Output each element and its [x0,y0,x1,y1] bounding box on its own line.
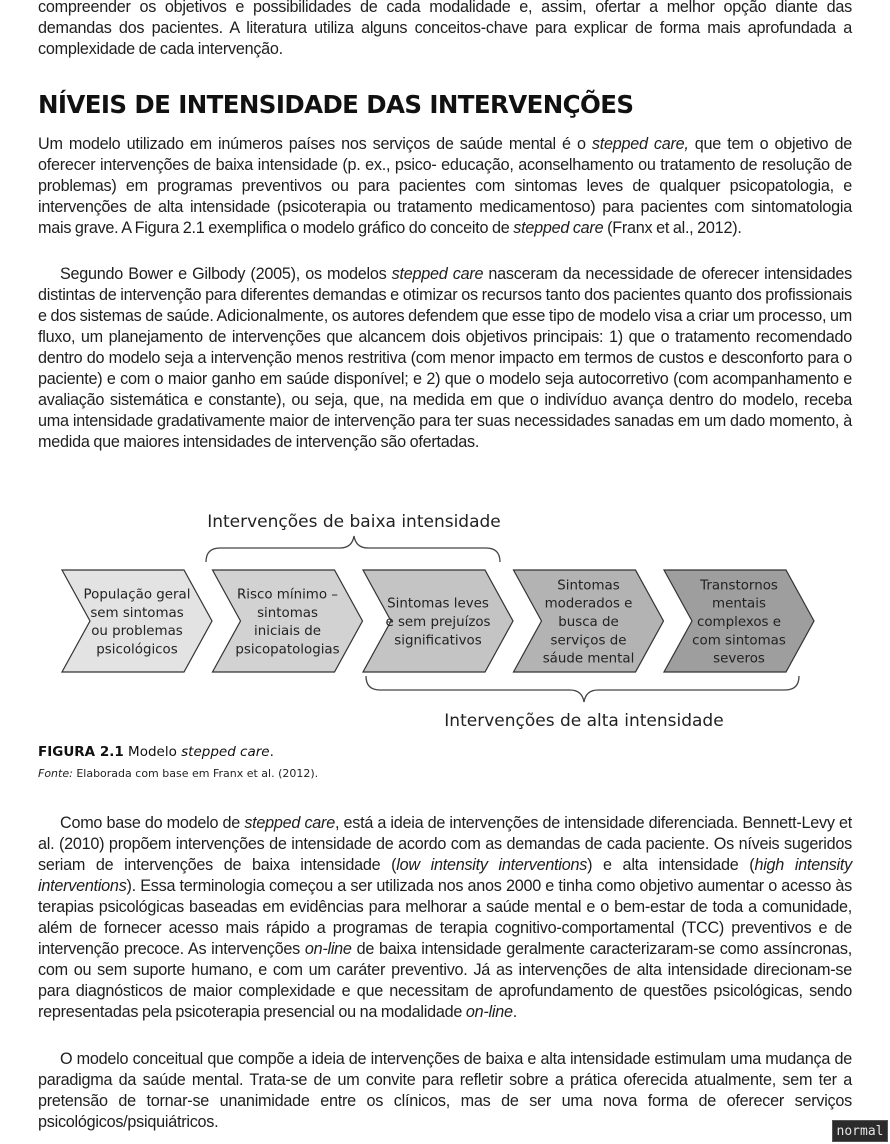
chevron-step-3-line: e sem prejuízos [385,615,491,630]
text-run: Como base do modelo de [60,814,245,832]
text-run: , está a ideia de intervenções de intensidade diferenciada. Bennett-Levy et al. (2010) propõem intervenções de intensidade de acordo com as demandas de cada paciente. Os níveis sugeridos seriam de intervenções de baixa intensidade ( [38,814,853,874]
chevron-step-4-line: serviços de [550,633,627,649]
text-run: ) e alta intensidade ( [587,856,755,874]
intro-paragraph: compreender os objetivos e possibilidades de cada modalidade e, assim, ofertar a melhor opção diante das demandas dos pacientes. A literatura utiliza alguns conceitos-chave para explicar de forma mais aprofundada a complexidade de cada intervenção. [38,0,852,58]
chevron-step-2-line: sintomas [257,605,318,621]
source-label: Fonte: [38,767,73,780]
chevron-row [62,570,814,672]
emphasis-term: stepped care [244,814,335,832]
emphasis-term: stepped care [513,219,604,237]
chevron-step-1-line: População geral [83,587,191,603]
emphasis-term: low intensity interventions [396,856,588,874]
figure-source [38,767,318,780]
text-run: nasceram da necessidade de oferecer intensidades distintas de intervenção para diferentes demandas e otimizar os recursos tanto dos pacientes quanto dos profissionais e dos sistemas de saúde. Adicionalmente, os autores defendem que esse tipo de modelo visa a criar um processo, um fluxo, um planejamento de intervenções que alcancem dois objetivos principais: 1) que o tratamento recomendado dentro do modelo seja a intervenção menos restritiva (com menor impacto em termos de custos e desconforto para o paciente) e com o maior ganho em saúde disponível; e 2) que o modelo seja autocorretivo (com acompanhamento e avaliação sistemática e constante), ou seja, que, na medida em que o indivíduo avança dentro do modelo, receba uma intensidade gradativamente maior de intervenção para ter suas necessidades sanadas em um dado momento, à medida que maiores intensidades de intervenção são ofertadas. [38,265,853,451]
high-intensity-brace [366,676,799,702]
chevron-step-1-line: sem sintomas [90,605,184,621]
chevron-step-2-line: psicopatologias [235,642,340,658]
stepped-care-diagram [0,500,890,740]
text-run: que tem o objetivo de oferecer intervenções de baixa intensidade (p. ex., psico- educação, aconselhamento ou tratamento de resolução de problemas) em programas preventivos ou para pacientes com sintomas leves de qualquer psicopatologia, e intervenções de alta intensidade (psicoterapia ou tratamento medicamentoso) para pacientes com sintomatologia mais grave. A Figura 2.1 exemplifica o modelo gráfico do conceito de [38,135,852,237]
chevron-step-1-line: ou problemas [91,624,183,640]
high-intensity-label: Intervenções de alta intensidade [444,711,724,731]
chevron-step-3-line: Sintomas leves [387,596,489,612]
paragraph-intensity-base [38,813,852,1023]
caption-text: Modelo [123,744,182,760]
vim-mode-indicator: normal [832,1120,888,1142]
emphasis-term: on-line [304,940,352,958]
chevron-step-5-line: mentais [712,596,766,612]
paragraph-conceptual-model: O modelo conceitual que compõe a ideia de intervenções de baixa e alta intensidade estimulam uma mudança de paradigma da saúde mental. Trata-se de um convite para refletir sobre a prática oferecida atualmente, sem ter a pretensão de tornar-se unanimidade entre os clínicos, mas de ser uma nova forma de oferecer serviços psicológicos/psiquiátricos. [38,1050,852,1131]
chevron-step-5-line: Transtornos [700,578,778,594]
stepped-care-figure [0,500,890,740]
text-run: (Franx et al., 2012). [603,219,742,237]
figure-number: FIGURA 2.1 [38,744,124,760]
caption-emphasis: stepped care [181,744,270,760]
emphasis-term: high intensity interventions [38,856,852,895]
chevron-step-3-line: significativos [394,633,482,649]
chevron-step-1-line: psicológicos [96,642,178,658]
text-run: Segundo Bower e Gilbody (2005), os modelos [60,265,392,283]
text-run: ). Essa terminologia começou a ser utilizada nos anos 2000 e tinha como objetivo aumentar o acesso às terapias psicológicas baseadas em evidências para melhorar a saúde mental e o bem-estar de toda a comunidade, além de fornecer acesso mais rápido a programas de terapia cognitivo-comportamental (TCC) preventivos e de intervenção precoce. As intervenções [38,877,852,958]
figure-caption [38,744,274,760]
text-run: . [512,1003,517,1021]
next-paragraph-cutoff [38,1134,852,1144]
chevron-step-4-line: sáude mental [542,651,635,667]
emphasis-term: on-line [465,1003,513,1021]
paragraph-stepped-care-definition [38,134,852,239]
chevron-step-5-line: complexos e [697,615,781,630]
source-text: Elaborada com base em Franx et al. (2012). [72,767,319,780]
chevron-step-4-line: busca de [558,615,619,630]
chevron-step-2-line: iniciais de [254,624,321,640]
text-run: Um modelo utilizado em inúmeros países nos serviços de saúde mental é o [38,135,592,153]
text-run: de baixa intensidade geralmente caracterizaram-se como assíncronas, com ou sem suporte humano, e com um caráter preventivo. Já as intervenções de alta intensidade direcionam-se para diagnósticos de maior complexidade e que necessitam de aprofundamento de questões psicológicas, sendo representadas pela psicoterapia presencial ou na modalidade [38,940,852,1021]
emphasis-term: stepped care [391,265,484,283]
low-intensity-label: Intervenções de baixa intensidade [207,512,501,532]
chevron-step-2-line: Risco mínimo – [237,587,338,603]
section-heading: NÍVEIS DE INTENSIDADE DAS INTERVENÇÕES [38,90,634,119]
emphasis-term: stepped care, [591,135,689,153]
paragraph-bower-gilbody [38,264,852,453]
chevron-step-4-line: Sintomas [557,578,620,594]
chevron-step-4-line: moderados e [544,596,633,612]
chevron-step-5-line: com sintomas [692,633,786,649]
caption-text: . [269,744,274,760]
chevron-step-5-line: severos [713,651,765,667]
low-intensity-brace [206,536,500,562]
